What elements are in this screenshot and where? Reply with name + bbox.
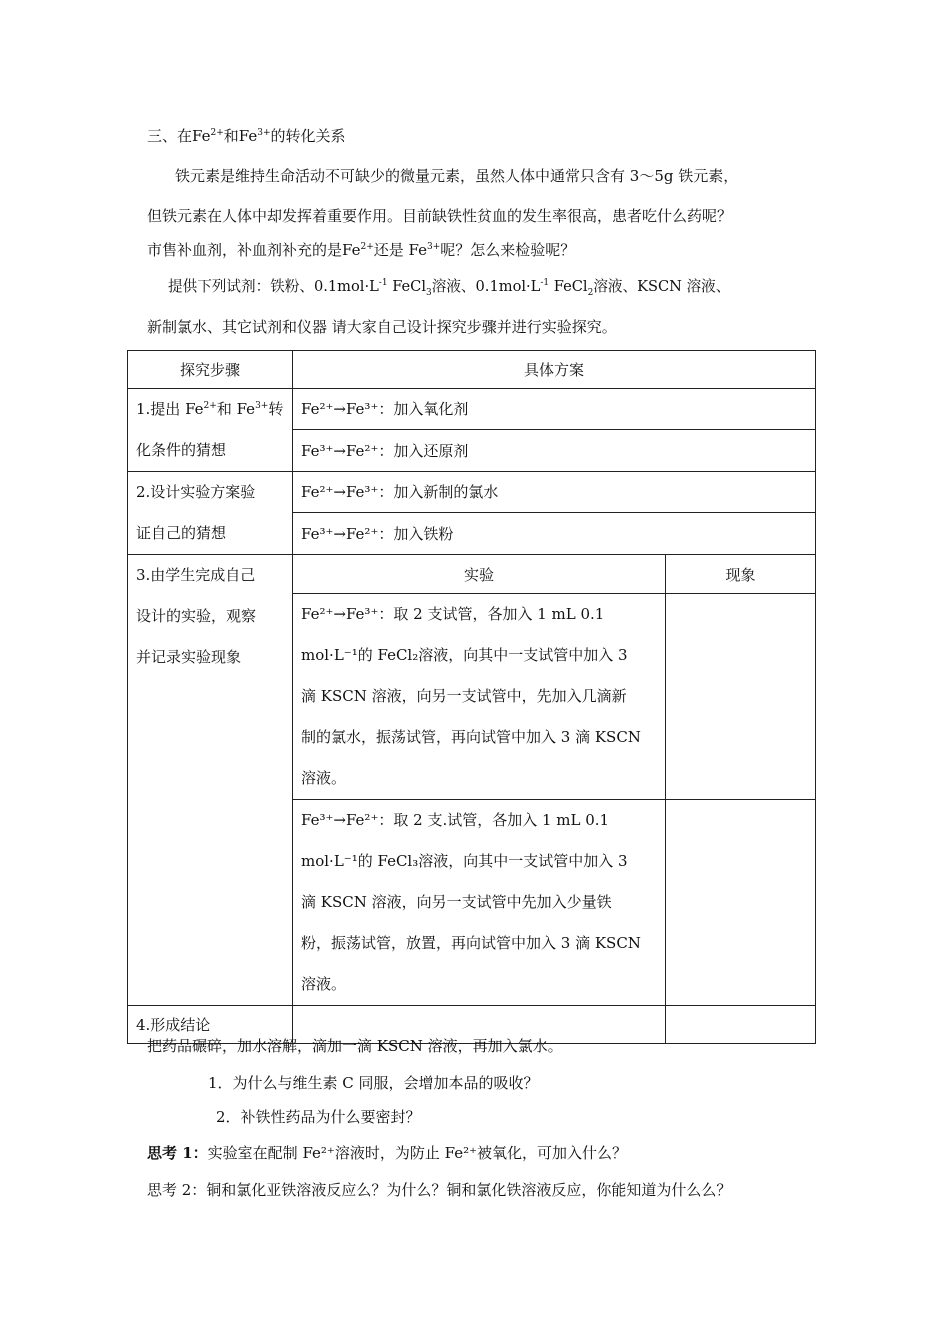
step-3-line-1: 3.由学生完成自己 (136, 566, 256, 584)
step-2-cell (128, 472, 293, 555)
intro-line-3-mid: 还是 Fe (373, 241, 427, 259)
sub-header-phenomenon: 现象 (666, 555, 816, 594)
table-row (128, 389, 816, 430)
experiment-2-line: 滴 KSCN 溶液，向另一支试管中先加入少量铁 (301, 893, 612, 911)
heading-fe2-charge: 2+ (210, 128, 224, 138)
heading-fe3: Fe (238, 127, 258, 145)
reagents-b: FeCl (387, 278, 426, 295)
intro-line-3-fe2-charge: 2+ (360, 242, 374, 252)
think-1-text: 实验室在配制 Fe²⁺溶液时，为防止 Fe²⁺被氧化，可加入什么？ (207, 1144, 628, 1162)
header-step: 探究步骤 (128, 351, 293, 389)
experiment-2-cell (293, 800, 666, 1006)
step-3-cell (128, 555, 293, 1006)
think-1-label: 思考 1： (147, 1144, 208, 1162)
after-line-1: 把药品碾碎，加水溶解，滴加一滴 KSCN 溶液，再加入氯水。 (147, 1037, 563, 1055)
step-1-plan-2: Fe³⁺→Fe²⁺：加入还原剂 (293, 429, 816, 471)
intro-line-1: 铁元素是维持生命活动不可缺少的微量元素，虽然人体中通常只含有 3～5g 铁元素， (175, 167, 739, 185)
question-1: 1．为什么与维生素 C 同服，会增加本品的吸收？ (208, 1074, 539, 1092)
intro-line-3-fe3-charge: 3+ (427, 242, 441, 252)
reagents-sup-2: -1 (540, 278, 550, 289)
think-1 (147, 1143, 627, 1163)
sub-header-experiment: 实验 (293, 555, 666, 594)
step-2-plan-1: Fe²⁺→Fe³⁺：加入新制的氯水 (293, 472, 816, 513)
think-2: 思考 2：铜和氯化亚铁溶液反应么？为什么？铜和氯化铁溶液反应，你能知道为什么么？ (147, 1181, 732, 1199)
intro-line-2: 但铁元素在人体中却发挥着重要作用。目前缺铁性贫血的发生率很高，患者吃什么药呢？ (147, 207, 733, 225)
step-1-sup-2: 3+ (255, 401, 269, 411)
heading-fe3-charge: 3+ (257, 128, 271, 138)
step-2-line-1: 2.设计实验方案验 (136, 483, 256, 501)
experiment-1-line: Fe²⁺→Fe³⁺：取 2 支试管，各加入 1 mL 0.1 (301, 605, 605, 623)
step-1-plan-1: Fe²⁺→Fe³⁺：加入氧化剂 (293, 389, 816, 430)
step-1-sup-1: 2+ (203, 401, 217, 411)
step-1-b: 和 Fe (216, 400, 256, 418)
experiment-2-line: Fe³⁺→Fe²⁺：取 2 支.试管，各加入 1 mL 0.1 (301, 811, 610, 829)
experiment-2-line: 粉，振荡试管，放置，再向试管中加入 3 滴 KSCN (301, 934, 641, 952)
heading-prefix: 三、在 (147, 127, 193, 145)
step-1-line-1 (136, 389, 284, 430)
reagents-line-2: 新制氯水、其它试剂和仪器 请大家自己设计探究步骤并进行实验探究。 (147, 318, 617, 336)
step-1-cell (128, 389, 293, 472)
reagents-line-1 (168, 277, 730, 297)
reagents-sup-1: -1 (378, 278, 388, 289)
heading-fe2: Fe (192, 127, 211, 145)
section-heading (147, 126, 346, 146)
experiment-2-line: mol·L⁻¹的 FeCl₃溶液，向其中一支试管中加入 3 (301, 852, 628, 870)
heading-suffix: 的转化关系 (270, 127, 346, 145)
intro-line-3-end: 呢？怎么来检验呢？ (440, 241, 576, 259)
experiment-1-line: mol·L⁻¹的 FeCl₂溶液，向其中一支试管中加入 3 (301, 646, 628, 664)
reagents-sub-2: 2 (587, 287, 594, 298)
experiment-1-line: 制的氯水，振荡试管，再向试管中加入 3 滴 KSCN (301, 728, 641, 746)
step-2-plan-2: Fe³⁺→Fe²⁺：加入铁粉 (293, 512, 816, 554)
step-4-cell: 4.形成结论 (128, 1006, 293, 1044)
header-plan: 具体方案 (293, 351, 816, 389)
reagents-c: 溶液、0.1mol·L (431, 278, 541, 295)
experiment-table (127, 350, 816, 1044)
step-4-phenomenon-cell (666, 1006, 816, 1044)
reagents-e: 溶液、KSCN 溶液、 (593, 278, 731, 295)
step-3-line-2: 设计的实验，观察 (136, 607, 257, 625)
table-row (128, 472, 816, 513)
table-header-row (128, 351, 816, 389)
intro-line-3-a: 市售补血剂，补血剂补充的是 (147, 241, 343, 259)
intro-line-3 (147, 240, 575, 260)
phenomenon-1-cell (666, 594, 816, 800)
question-2: 2．补铁性药品为什么要密封？ (216, 1108, 421, 1126)
step-2-line-2: 证自己的猜想 (136, 524, 227, 542)
step-1-line-2: 化条件的猜想 (136, 441, 227, 459)
reagents-a: 提供下列试剂：铁粉、0.1mol·L (168, 278, 379, 295)
step-1-c: 转 (268, 400, 284, 418)
step-1-a: 1.提出 Fe (136, 400, 204, 418)
experiment-2-line: 溶液。 (301, 975, 347, 993)
experiment-1-cell (293, 594, 666, 800)
experiment-1-line: 滴 KSCN 溶液，向另一支试管中，先加入几滴新 (301, 687, 627, 705)
step-3-line-3: 并记录实验现象 (136, 648, 242, 666)
reagents-d: FeCl (549, 278, 588, 295)
reagents-sub-1: 3 (426, 287, 432, 298)
experiment-1-line: 溶液。 (301, 769, 347, 787)
heading-and: 和 (223, 127, 239, 145)
table-row (128, 555, 816, 594)
intro-line-3-fe2: Fe (342, 241, 361, 259)
phenomenon-2-cell (666, 800, 816, 1006)
